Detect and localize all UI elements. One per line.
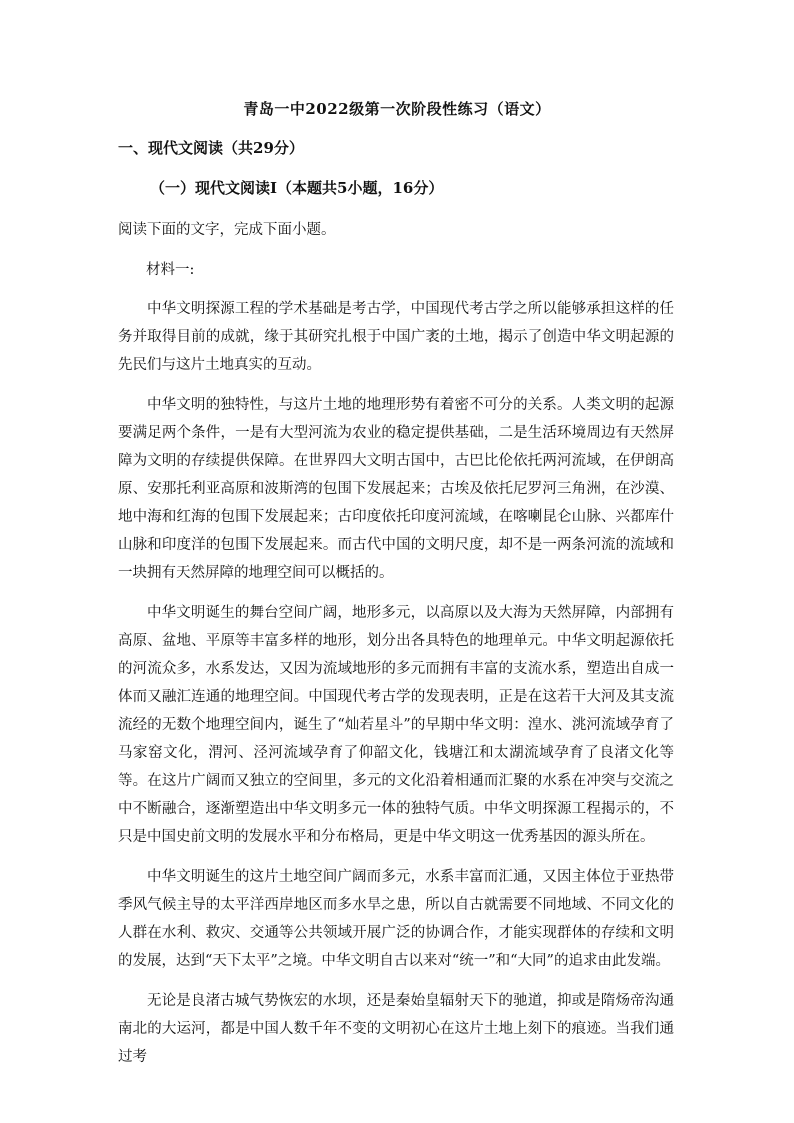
material-label: 材料一: [146, 262, 195, 278]
paragraph: 中华文明诞生的这片土地空间广阔而多元，水系丰富而汇通，又因主体位于亚热带季风气候主导的太平洋西岸地区而多水旱之患，所以自古就需要不同地域、不同文化的人群在水利、救灾、交通等公共领域开展广泛的协调合作，才能实现群体的存续和文明的发展，达到“天下太平”之境。中华文明自古以来对“统一”和“大同”的追求由此发端。 [118, 869, 674, 969]
paragraph: 中华文明探源工程的学术基础是考古学，中国现代考古学之所以能够承担这样的任务并取得目前的成就，缘于其研究扎根于中国广袤的土地，揭示了创造中华文明起源的先民们与这片土地真实的互动。 [118, 301, 674, 373]
paragraph: 无论是良渚古城气势恢宏的水坝，还是秦始皇辐射天下的驰道，抑或是隋炀帝沟通南北的大运河，都是中国人数千年不变的文明初心在这片土地上刻下的痕迹。当我们通过考 [118, 993, 674, 1065]
section-heading: 一、现代文阅读（共29分） [118, 139, 304, 157]
reading-instruction: 阅读下面的文字，完成下面小题。 [118, 222, 336, 238]
body-text [118, 295, 674, 1083]
document-title: 青岛一中2022级第一次阶段性练习（语文） [243, 100, 551, 118]
sub-heading: （一）现代文阅读Ⅰ（本题共5小题，16分） [150, 179, 444, 197]
paragraph: 中华文明的独特性，与这片土地的地理形势有着密不可分的关系。人类文明的起源要满足两个条件，一是有大型河流为农业的稳定提供基础，二是生活环境周边有天然屏障为文明的存续提供保障。在世界四大文明古国中，古巴比伦依托两河流域，在伊朗高原、安那托利亚高原和波斯湾的包围下发展起来；古埃及依托尼罗河三角洲，在沙漠、地中海和红海的包围下发展起来；古印度依托印度河流域，在喀喇昆仑山脉、兴都库什山脉和印度洋的包围下发展起来。而古代中国的文明尺度，却不是一两条河流的流域和一块拥有天然屏障的地理空间可以概括的。 [118, 397, 674, 581]
paragraph: 中华文明诞生的舞台空间广阔，地形多元，以高原以及大海为天然屏障，内部拥有高原、盆地、平原等丰富多样的地形，划分出各具特色的地理单元。中华文明起源依托的河流众多，水系发达，又因为流域地形的多元而拥有丰富的支流水系，塑造出自成一体而又融汇连通的地理空间。中国现代考古学的发现表明，正是在这若干大河及其支流流经的无数个地理空间内，诞生了“灿若星斗”的早期中华文明：湟水、洮河流域孕育了马家窑文化，渭河、泾河流域孕育了仰韶文化，钱塘江和太湖流域孕育了良渚文化等等。在这片广阔而又独立的空间里，多元的文化沿着相通而汇聚的水系在冲突与交流之中不断融合，逐渐塑造出中华文明多元一体的独特气质。中华文明探源工程揭示的，不只是中国史前文明的发展水平和分布格局，更是中华文明这一优秀基因的源头所在。 [118, 605, 674, 845]
